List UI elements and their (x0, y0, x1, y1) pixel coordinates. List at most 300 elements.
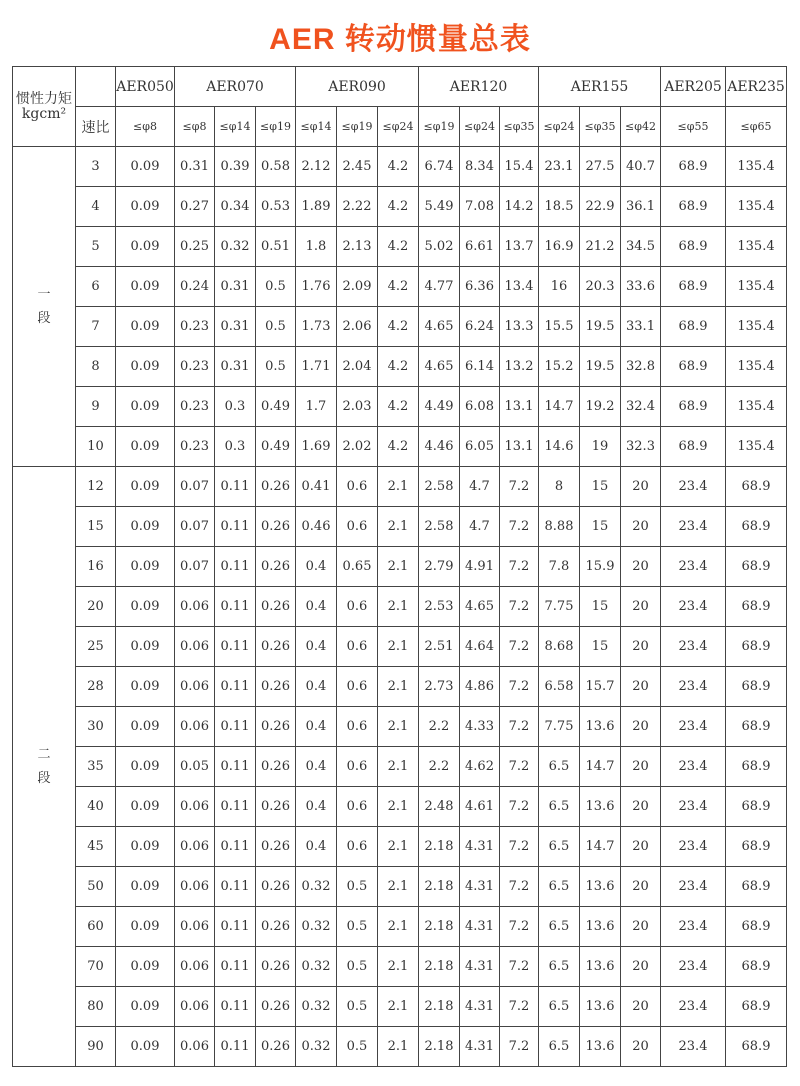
inertia-value-cell: 0.4 (296, 827, 337, 867)
inertia-value-cell: 1.89 (296, 187, 337, 227)
inertia-value-cell: 0.31 (175, 147, 215, 187)
inertia-value-cell: 7.2 (500, 507, 539, 547)
inertia-value-cell: 0.26 (256, 467, 296, 507)
ratio-header: 速比 (76, 107, 116, 147)
inertia-value-cell: 1.7 (296, 387, 337, 427)
inertia-value-cell: 6.08 (460, 387, 500, 427)
inertia-value-cell: 0.58 (256, 147, 296, 187)
inertia-value-cell: 0.51 (256, 227, 296, 267)
table-row (13, 347, 787, 387)
inertia-value-cell: 20 (621, 507, 661, 547)
ratio-cell: 60 (76, 907, 116, 947)
inertia-value-cell: 2.1 (378, 867, 419, 907)
inertia-value-cell: 68.9 (726, 627, 787, 667)
inertia-value-cell: 4.2 (378, 307, 419, 347)
inertia-value-cell: 0.09 (116, 827, 175, 867)
inertia-value-cell: 135.4 (726, 187, 787, 227)
inertia-value-cell: 32.8 (621, 347, 661, 387)
inertia-value-cell: 0.09 (116, 187, 175, 227)
model-header: AER205 (661, 67, 726, 107)
inertia-value-cell: 4.31 (460, 867, 500, 907)
inertia-value-cell: 2.79 (419, 547, 460, 587)
inertia-value-cell: 1.71 (296, 347, 337, 387)
inertia-value-cell: 0.26 (256, 787, 296, 827)
table-row (13, 627, 787, 667)
inertia-value-cell: 135.4 (726, 307, 787, 347)
inertia-value-cell: 0.4 (296, 547, 337, 587)
inertia-value-cell: 20 (621, 707, 661, 747)
inertia-value-cell: 8.68 (539, 627, 580, 667)
inertia-value-cell: 2.48 (419, 787, 460, 827)
inertia-value-cell: 2.1 (378, 747, 419, 787)
inertia-value-cell: 0.23 (175, 387, 215, 427)
inertia-value-cell: 6.5 (539, 747, 580, 787)
table-row (13, 907, 787, 947)
inertia-value-cell: 14.2 (500, 187, 539, 227)
inertia-value-cell: 23.1 (539, 147, 580, 187)
ratio-cell: 16 (76, 547, 116, 587)
inertia-value-cell: 8.88 (539, 507, 580, 547)
inertia-value-cell: 13.6 (580, 947, 621, 987)
table-row (13, 867, 787, 907)
inertia-value-cell: 68.9 (661, 267, 726, 307)
inertia-value-cell: 20 (621, 747, 661, 787)
inertia-value-cell: 0.09 (116, 587, 175, 627)
inertia-value-cell: 15 (580, 627, 621, 667)
table-row (13, 947, 787, 987)
ratio-cell: 15 (76, 507, 116, 547)
inertia-value-cell: 7.2 (500, 707, 539, 747)
inertia-value-cell: 7.8 (539, 547, 580, 587)
inertia-value-cell: 7.2 (500, 467, 539, 507)
inertia-value-cell: 23.4 (661, 507, 726, 547)
inertia-value-cell: 2.51 (419, 627, 460, 667)
shaft-diameter-header: ≤φ65 (726, 107, 787, 147)
inertia-value-cell: 0.06 (175, 667, 215, 707)
inertia-value-cell: 20 (621, 827, 661, 867)
inertia-value-cell: 0.26 (256, 987, 296, 1027)
inertia-value-cell: 0.26 (256, 907, 296, 947)
ratio-cell: 9 (76, 387, 116, 427)
inertia-value-cell: 13.3 (500, 307, 539, 347)
inertia-value-cell: 68.9 (661, 227, 726, 267)
inertia-value-cell: 0.09 (116, 747, 175, 787)
inertia-value-cell: 20 (621, 547, 661, 587)
shaft-diameter-header: ≤φ24 (460, 107, 500, 147)
inertia-value-cell: 23.4 (661, 667, 726, 707)
inertia-value-cell: 18.5 (539, 187, 580, 227)
inertia-value-cell: 0.06 (175, 787, 215, 827)
stage-label-char: 二 (37, 746, 51, 762)
inertia-value-cell: 4.65 (419, 347, 460, 387)
inertia-value-cell: 6.5 (539, 987, 580, 1027)
shaft-diameter-header: ≤φ19 (337, 107, 378, 147)
inertia-value-cell: 23.4 (661, 787, 726, 827)
inertia-value-cell: 4.49 (419, 387, 460, 427)
inertia-value-cell: 68.9 (726, 467, 787, 507)
inertia-value-cell: 0.06 (175, 867, 215, 907)
inertia-value-cell: 20 (621, 1027, 661, 1067)
inertia-value-cell: 20.3 (580, 267, 621, 307)
inertia-value-cell: 0.11 (215, 947, 256, 987)
inertia-value-cell: 0.06 (175, 707, 215, 747)
inertia-value-cell: 0.6 (337, 827, 378, 867)
inertia-value-cell: 4.31 (460, 987, 500, 1027)
inertia-value-cell: 7.75 (539, 707, 580, 747)
inertia-value-cell: 0.09 (116, 267, 175, 307)
inertia-value-cell: 23.4 (661, 867, 726, 907)
inertia-value-cell: 13.2 (500, 347, 539, 387)
shaft-diameter-header: ≤φ24 (378, 107, 419, 147)
table-row (13, 387, 787, 427)
inertia-value-cell: 0.11 (215, 987, 256, 1027)
inertia-value-cell: 0.09 (116, 547, 175, 587)
inertia-value-cell: 0.24 (175, 267, 215, 307)
inertia-value-cell: 6.24 (460, 307, 500, 347)
inertia-value-cell: 0.05 (175, 747, 215, 787)
inertia-value-cell: 15.2 (539, 347, 580, 387)
inertia-value-cell: 4.65 (419, 307, 460, 347)
inertia-value-cell: 13.7 (500, 227, 539, 267)
inertia-value-cell: 0.6 (337, 467, 378, 507)
inertia-value-cell: 135.4 (726, 347, 787, 387)
shaft-diameter-header: ≤φ55 (661, 107, 726, 147)
inertia-value-cell: 0.5 (337, 987, 378, 1027)
ratio-cell: 28 (76, 667, 116, 707)
inertia-value-cell: 15 (580, 587, 621, 627)
ratio-cell: 45 (76, 827, 116, 867)
ratio-cell: 6 (76, 267, 116, 307)
table-row (13, 987, 787, 1027)
inertia-value-cell: 0.32 (296, 1027, 337, 1067)
inertia-value-cell: 13.6 (580, 787, 621, 827)
inertia-value-cell: 0.3 (215, 427, 256, 467)
inertia-value-cell: 32.3 (621, 427, 661, 467)
inertia-value-cell: 68.9 (726, 747, 787, 787)
inertia-value-cell: 0.07 (175, 547, 215, 587)
table-row (13, 227, 787, 267)
inertia-value-cell: 0.32 (296, 907, 337, 947)
inertia-value-cell: 68.9 (726, 987, 787, 1027)
inertia-value-cell: 0.06 (175, 587, 215, 627)
inertia-value-cell: 4.7 (460, 467, 500, 507)
inertia-value-cell: 2.22 (337, 187, 378, 227)
inertia-value-cell: 2.18 (419, 947, 460, 987)
inertia-value-cell: 0.09 (116, 347, 175, 387)
inertia-value-cell: 6.05 (460, 427, 500, 467)
stage-label-char: 段 (37, 770, 51, 786)
inertia-value-cell: 0.4 (296, 747, 337, 787)
inertia-value-cell: 23.4 (661, 907, 726, 947)
inertia-value-cell: 0.11 (215, 827, 256, 867)
inertia-value-cell: 0.34 (215, 187, 256, 227)
inertia-value-cell: 6.58 (539, 667, 580, 707)
inertia-value-cell: 0.09 (116, 1027, 175, 1067)
inertia-value-cell: 0.23 (175, 307, 215, 347)
inertia-value-cell: 0.49 (256, 427, 296, 467)
model-header-row (13, 67, 787, 107)
inertia-value-cell: 0.26 (256, 627, 296, 667)
inertia-value-cell: 0.09 (116, 227, 175, 267)
inertia-value-cell: 2.18 (419, 907, 460, 947)
inertia-value-cell: 13.4 (500, 267, 539, 307)
inertia-value-cell: 0.09 (116, 987, 175, 1027)
inertia-value-cell: 4.77 (419, 267, 460, 307)
inertia-value-cell: 16.9 (539, 227, 580, 267)
inertia-value-cell: 68.9 (726, 907, 787, 947)
ratio-cell: 12 (76, 467, 116, 507)
inertia-value-cell: 7.2 (500, 947, 539, 987)
ratio-cell: 10 (76, 427, 116, 467)
table-row (13, 147, 787, 187)
inertia-value-cell: 0.5 (337, 867, 378, 907)
inertia-value-cell: 4.65 (460, 587, 500, 627)
inertia-value-cell: 2.18 (419, 987, 460, 1027)
inertia-value-cell: 2.1 (378, 667, 419, 707)
table-row (13, 827, 787, 867)
inertia-value-cell: 68.9 (726, 507, 787, 547)
inertia-value-cell: 0.31 (215, 307, 256, 347)
inertia-value-cell: 7.2 (500, 867, 539, 907)
inertia-value-cell: 0.32 (296, 947, 337, 987)
inertia-value-cell: 0.5 (337, 907, 378, 947)
inertia-value-cell: 4.33 (460, 707, 500, 747)
inertia-value-cell: 6.5 (539, 1027, 580, 1067)
inertia-value-cell: 0.09 (116, 627, 175, 667)
inertia-value-cell: 2.1 (378, 507, 419, 547)
inertia-value-cell: 15.7 (580, 667, 621, 707)
inertia-value-cell: 0.26 (256, 707, 296, 747)
inertia-value-cell: 2.1 (378, 947, 419, 987)
inertia-value-cell: 0.31 (215, 347, 256, 387)
inertia-value-cell: 68.9 (661, 147, 726, 187)
inertia-value-cell: 0.5 (337, 947, 378, 987)
inertia-value-cell: 2.1 (378, 1027, 419, 1067)
inertia-value-cell: 0.4 (296, 667, 337, 707)
model-header: AER070 (175, 67, 296, 107)
inertia-value-cell: 4.7 (460, 507, 500, 547)
table-row (13, 507, 787, 547)
inertia-value-cell: 68.9 (726, 587, 787, 627)
inertia-value-cell: 2.12 (296, 147, 337, 187)
inertia-value-cell: 2.04 (337, 347, 378, 387)
inertia-value-cell: 0.11 (215, 707, 256, 747)
inertia-value-cell: 13.6 (580, 907, 621, 947)
inertia-value-cell: 2.1 (378, 907, 419, 947)
page-title: AER 转动惯量总表 (269, 23, 531, 56)
inertia-value-cell: 32.4 (621, 387, 661, 427)
inertia-value-cell: 7.2 (500, 987, 539, 1027)
inertia-value-cell: 0.4 (296, 787, 337, 827)
shaft-diameter-row (13, 107, 787, 147)
shaft-diameter-header: ≤φ14 (215, 107, 256, 147)
table-row (13, 427, 787, 467)
inertia-value-cell: 68.9 (661, 187, 726, 227)
inertia-value-cell: 6.5 (539, 907, 580, 947)
inertia-value-cell: 23.4 (661, 627, 726, 667)
inertia-value-cell: 0.6 (337, 627, 378, 667)
ratio-cell: 70 (76, 947, 116, 987)
inertia-value-cell: 0.06 (175, 627, 215, 667)
inertia-value-cell: 23.4 (661, 547, 726, 587)
inertia-value-cell: 0.09 (116, 387, 175, 427)
inertia-value-cell: 0.11 (215, 547, 256, 587)
inertia-value-cell: 68.9 (726, 827, 787, 867)
inertia-value-cell: 23.4 (661, 587, 726, 627)
inertia-value-cell: 7.2 (500, 827, 539, 867)
inertia-value-cell: 68.9 (726, 947, 787, 987)
inertia-value-cell: 4.2 (378, 187, 419, 227)
inertia-value-cell: 1.73 (296, 307, 337, 347)
stage-label (13, 147, 76, 467)
inertia-unit-label (13, 67, 76, 147)
inertia-value-cell: 2.1 (378, 707, 419, 747)
inertia-value-cell: 4.62 (460, 747, 500, 787)
inertia-value-cell: 0.09 (116, 467, 175, 507)
inertia-value-cell: 4.31 (460, 1027, 500, 1067)
inertia-value-cell: 4.31 (460, 827, 500, 867)
inertia-value-cell: 15.9 (580, 547, 621, 587)
inertia-value-cell: 2.03 (337, 387, 378, 427)
inertia-value-cell: 4.61 (460, 787, 500, 827)
inertia-value-cell: 23.4 (661, 827, 726, 867)
inertia-value-cell: 68.9 (726, 707, 787, 747)
inertia-value-cell: 0.06 (175, 947, 215, 987)
inertia-value-cell: 20 (621, 867, 661, 907)
inertia-value-cell: 23.4 (661, 947, 726, 987)
ratio-cell: 40 (76, 787, 116, 827)
inertia-value-cell: 0.23 (175, 427, 215, 467)
inertia-value-cell: 1.8 (296, 227, 337, 267)
inertia-value-cell: 7.2 (500, 1027, 539, 1067)
inertia-value-cell: 16 (539, 267, 580, 307)
inertia-value-cell: 2.1 (378, 587, 419, 627)
inertia-value-cell: 6.61 (460, 227, 500, 267)
inertia-value-cell: 20 (621, 987, 661, 1027)
inertia-value-cell: 4.86 (460, 667, 500, 707)
inertia-value-cell: 7.2 (500, 787, 539, 827)
inertia-value-cell: 6.5 (539, 827, 580, 867)
inertia-value-cell: 6.36 (460, 267, 500, 307)
inertia-value-cell: 14.7 (580, 827, 621, 867)
ratio-cell: 80 (76, 987, 116, 1027)
inertia-value-cell: 68.9 (661, 307, 726, 347)
inertia-value-cell: 0.6 (337, 747, 378, 787)
inertia-value-cell: 0.09 (116, 307, 175, 347)
table-row (13, 547, 787, 587)
stage-label (13, 467, 76, 1067)
inertia-value-cell: 0.65 (337, 547, 378, 587)
inertia-value-cell: 2.1 (378, 827, 419, 867)
inertia-value-cell: 20 (621, 947, 661, 987)
inertia-value-cell: 4.91 (460, 547, 500, 587)
model-header: AER090 (296, 67, 419, 107)
inertia-value-cell: 68.9 (661, 427, 726, 467)
inertia-value-cell: 19.5 (580, 307, 621, 347)
table-row (13, 467, 787, 507)
inertia-value-cell: 19 (580, 427, 621, 467)
inertia-value-cell: 0.26 (256, 547, 296, 587)
inertia-value-cell: 2.45 (337, 147, 378, 187)
inertia-value-cell: 135.4 (726, 147, 787, 187)
stage-label-char: 段 (37, 310, 51, 326)
inertia-value-cell: 2.2 (419, 747, 460, 787)
inertia-value-cell: 2.1 (378, 627, 419, 667)
inertia-value-cell: 23.4 (661, 707, 726, 747)
shaft-diameter-header: ≤φ19 (256, 107, 296, 147)
inertia-value-cell: 5.02 (419, 227, 460, 267)
inertia-value-cell: 4.2 (378, 267, 419, 307)
shaft-diameter-header: ≤φ24 (539, 107, 580, 147)
inertia-value-cell: 22.9 (580, 187, 621, 227)
inertia-value-cell: 19.2 (580, 387, 621, 427)
table-row (13, 787, 787, 827)
inertia-value-cell: 2.1 (378, 547, 419, 587)
inertia-value-cell: 0.26 (256, 827, 296, 867)
inertia-value-cell: 68.9 (661, 387, 726, 427)
inertia-value-cell: 13.1 (500, 387, 539, 427)
model-header: AER120 (419, 67, 539, 107)
inertia-value-cell: 6.5 (539, 867, 580, 907)
inertia-table (12, 66, 787, 1067)
inertia-value-cell: 0.11 (215, 867, 256, 907)
inertia-value-cell: 14.7 (580, 747, 621, 787)
inertia-value-cell: 0.6 (337, 667, 378, 707)
inertia-value-cell: 4.46 (419, 427, 460, 467)
inertia-value-cell: 20 (621, 467, 661, 507)
ratio-cell: 4 (76, 187, 116, 227)
inertia-label: 惯性力矩 (16, 90, 72, 107)
table-row (13, 667, 787, 707)
model-header: AER235 (726, 67, 787, 107)
inertia-value-cell: 14.6 (539, 427, 580, 467)
inertia-value-cell: 1.69 (296, 427, 337, 467)
inertia-value-cell: 2.06 (337, 307, 378, 347)
inertia-value-cell: 0.11 (215, 507, 256, 547)
inertia-value-cell: 2.18 (419, 867, 460, 907)
inertia-value-cell: 23.4 (661, 987, 726, 1027)
inertia-value-cell: 0.26 (256, 507, 296, 547)
shaft-diameter-header: ≤φ35 (500, 107, 539, 147)
inertia-value-cell: 0.5 (256, 347, 296, 387)
inertia-value-cell: 34.5 (621, 227, 661, 267)
inertia-value-cell: 15 (580, 507, 621, 547)
shaft-diameter-header: ≤φ42 (621, 107, 661, 147)
inertia-value-cell: 4.31 (460, 907, 500, 947)
inertia-value-cell: 68.9 (661, 347, 726, 387)
shaft-diameter-header: ≤φ35 (580, 107, 621, 147)
inertia-value-cell: 4.31 (460, 947, 500, 987)
inertia-value-cell: 4.64 (460, 627, 500, 667)
inertia-value-cell: 7.2 (500, 747, 539, 787)
inertia-value-cell: 0.6 (337, 587, 378, 627)
ratio-cell: 3 (76, 147, 116, 187)
inertia-value-cell: 0.6 (337, 787, 378, 827)
inertia-value-cell: 13.1 (500, 427, 539, 467)
inertia-value-cell: 68.9 (726, 667, 787, 707)
inertia-value-cell: 0.26 (256, 587, 296, 627)
inertia-value-cell: 4.2 (378, 427, 419, 467)
inertia-value-cell: 4.2 (378, 147, 419, 187)
inertia-value-cell: 6.5 (539, 947, 580, 987)
inertia-value-cell: 0.49 (256, 387, 296, 427)
inertia-value-cell: 7.2 (500, 667, 539, 707)
inertia-value-cell: 0.32 (215, 227, 256, 267)
ratio-cell: 35 (76, 747, 116, 787)
inertia-value-cell: 135.4 (726, 267, 787, 307)
inertia-value-cell: 2.18 (419, 827, 460, 867)
inertia-value-cell: 5.49 (419, 187, 460, 227)
